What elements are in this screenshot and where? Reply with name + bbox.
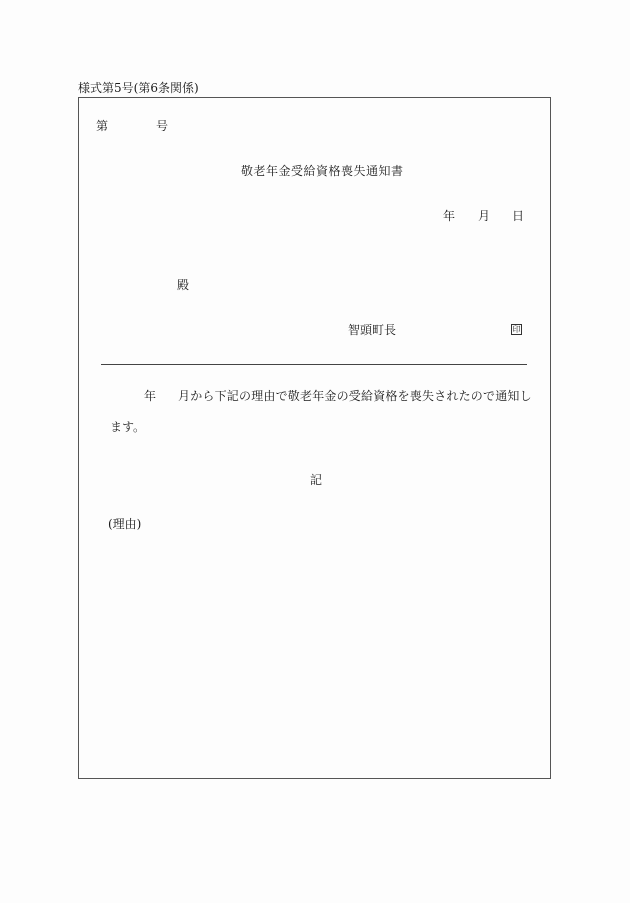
addressee-honorific: 殿 [177,278,190,292]
body-year: 年 [144,389,157,403]
document-title: 敬老年金受給資格喪失通知書 [241,164,404,178]
seal-mark: 印 [512,325,521,334]
document-number-suffix: 号 [156,119,169,133]
divider-line [101,364,527,365]
form-label: 様式第5号(第6条関係) [78,81,199,95]
body-text-line-2: ます。 [110,420,146,434]
reason-label: (理由) [108,517,142,531]
date-month: 月 [478,209,491,223]
date-year: 年 [443,209,456,223]
ki-heading: 記 [310,473,323,487]
body-text-line-1: 月から下記の理由で敬老年金の受給資格を喪失されたので通知し [178,389,532,403]
sender-name: 智頭町長 [348,323,397,337]
form-frame [78,97,551,779]
date-day: 日 [512,209,525,223]
document-number-prefix: 第 [96,119,109,133]
